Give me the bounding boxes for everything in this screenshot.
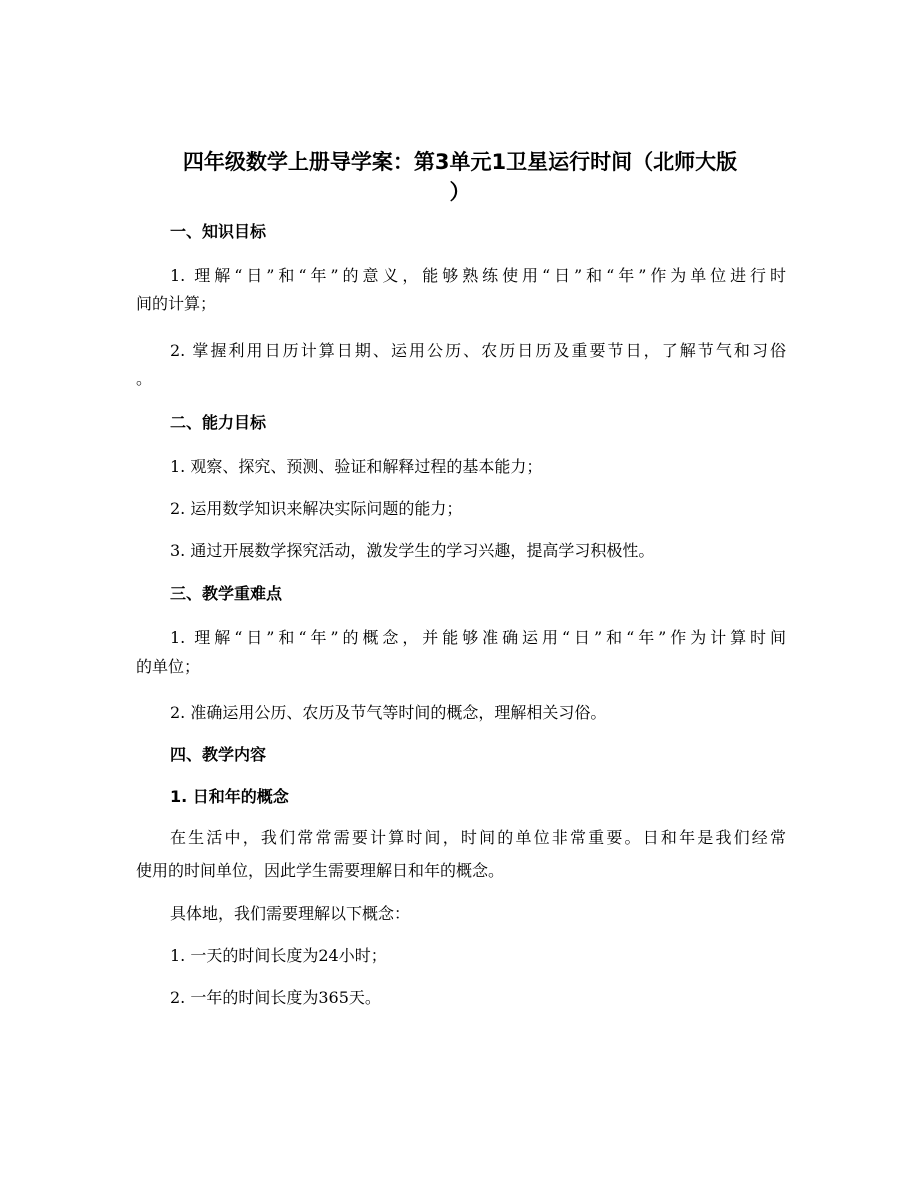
ability-item-3: 3. 通过开展数学探究活动，激发学生的学习兴趣，提高学习积极性。 (170, 541, 655, 560)
document-title-continued: ） (449, 180, 471, 204)
key-points-item-2: 2. 准确运用公历、农历及节气等时间的概念，理解相关习俗。 (170, 703, 607, 722)
content-paragraph-1: 在生活中，我们常常需要计算时间，时间的单位非常重要。日和年是我们经常 (170, 828, 786, 847)
document-title: 四年级数学上册导学案：第3单元1卫星运行时间（北师大版 (182, 150, 738, 174)
subsection-heading-day-year: 1. 日和年的概念 (170, 787, 289, 806)
section-heading-content: 四、教学内容 (170, 745, 267, 764)
section-heading-knowledge: 一、知识目标 (170, 222, 267, 241)
ability-item-1: 1. 观察、探究、预测、验证和解释过程的基本能力； (170, 457, 543, 476)
knowledge-item-2: 2. 掌握利用日历计算日期、运用公历、农历日历及重要节日，了解节气和习俗 (170, 341, 786, 360)
ability-item-2: 2. 运用数学知识来解决实际问题的能力； (170, 499, 463, 518)
knowledge-item-1-continued: 间的计算； (136, 294, 217, 313)
key-points-item-1-continued: 的单位； (136, 657, 201, 676)
content-item-2: 2. 一年的时间长度为365天。 (170, 988, 381, 1007)
section-heading-ability: 二、能力目标 (170, 413, 267, 432)
section-heading-key-points: 三、教学重难点 (170, 584, 283, 603)
content-paragraph-2: 具体地，我们需要理解以下概念： (170, 904, 411, 923)
key-points-item-1: 1. 理解“日”和“年”的概念，并能够准确运用“日”和“年”作为计算时间 (170, 628, 786, 647)
content-item-1: 1. 一天的时间长度为24小时； (170, 946, 387, 965)
content-paragraph-1-continued: 使用的时间单位，因此学生需要理解日和年的概念。 (136, 861, 505, 880)
knowledge-item-2-continued: 。 (136, 369, 153, 388)
knowledge-item-1: 1. 理解“日”和“年”的意义，能够熟练使用“日”和“年”作为单位进行时 (170, 266, 786, 285)
